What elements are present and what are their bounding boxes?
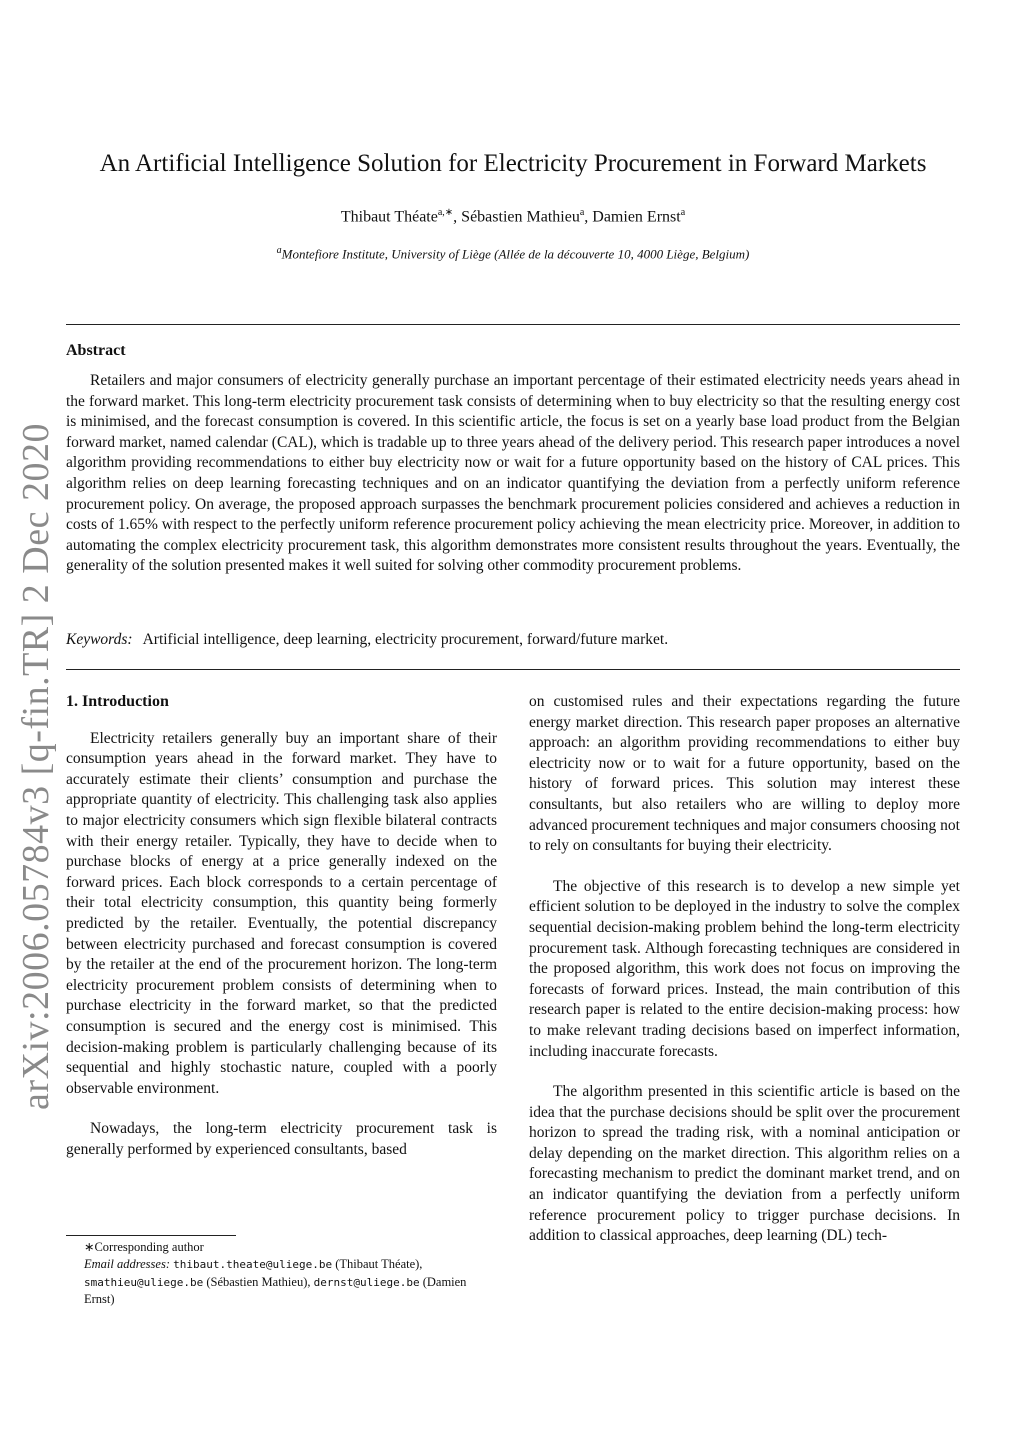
email-link[interactable]: thibaut.theate@uliege.be [173, 1258, 333, 1272]
author-name: Sébastien Mathieu [461, 208, 580, 226]
email-link[interactable]: dernst@uliege.be [313, 1275, 420, 1289]
email-owner: (Damien Ernst) [84, 1274, 467, 1307]
keywords-text: Artificial intelligence, deep learning, electricity procurement, forward/future market. [142, 631, 669, 648]
affiliation-marker: a [276, 245, 282, 256]
paper-title: An Artificial Intelligence Solution for Electricity Procurement in Forward Markets [99, 150, 927, 177]
email-addresses [66, 1256, 497, 1308]
author-affiliation-marker: a,∗ [437, 207, 454, 218]
intro-paragraph-3: The objective of this research is to develop a new simple yet efficient solution to be deployed in the industry to solve the complex sequential decision-making problem behind the long-term electricity procurement task. Although forecasting techniques are considered in the proposed algorithm, this work does not focus on improving the forecasts of forward prices. Instead, the main contribution of this research paper is related to the entire decision-making process: how to make relevant trading decisions based on imperfect information, including inaccurate forecasts. [529, 877, 960, 1060]
left-column [66, 692, 497, 1160]
arxiv-identifier: arXiv:2006.05784v3 [q-fin.TR] 2 Dec 2020 [15, 423, 57, 1110]
intro-paragraph-1: Electricity retailers generally buy an important share of their consumption years ahead in the forward market. They have to accurately estimate their clients’ consumption and purchase the appropriate quantity of electricity. This challenging task also applies to major electricity consumers which sign flexible bilateral contracts with their energy retailer. Typically, they have to decide when to purchase blocks of energy at a price generally indexed on the forward prices. Each block corresponds to a certain percentage of their total electricity consumption, this quantity being formerly predicted by the retailer. Eventually, the potential discrepancy between electricity purchased and forecast consumption is covered by the retailer at the end of the procurement horizon. The long-term electricity procurement problem consists of determining when to purchase electricity in the forward market, so that the predicted consumption is secured and the energy cost is minimised. This decision-making problem is particularly challenging because of its sequential and highly stochastic nature, coupled with a poorly observable environment. [66, 729, 497, 1097]
intro-paragraph-2: Nowadays, the long-term electricity procurement task is generally performed by experienced consultants, based [66, 1120, 497, 1158]
author-name: Thibaut Théate [340, 208, 438, 226]
footnote [66, 1239, 497, 1309]
email-link[interactable]: smathieu@uliege.be [84, 1275, 204, 1289]
abstract-heading: Abstract [66, 342, 126, 359]
intro-paragraph-4: The algorithm presented in this scientific article is based on the idea that the purchase decisions should be split over the procurement horizon to spread the trading risk, with a nominal anticipation or delay depending on the market direction. This algorithm relies on a forecasting mechanism to predict the dominant market trend, and on an indicator quantifying the deviation from a perfectly uniform reference procurement policy to trigger purchase decisions. In addition to classical approaches, deep learning (DL) tech- [529, 1083, 960, 1245]
section-heading-introduction: 1. Introduction [66, 693, 169, 710]
abstract-text: Retailers and major consumers of electricity generally purchase an important percentage of their estimated electricity needs years ahead in the forward market. This long-term electricity procurement task consists of determining when to buy electricity so that the resulting energy cost is minimised, and the forecast consumption is covered. In this scientific article, the focus is set on a yearly base load product from the Belgian forward market, named calendar (CAL), which is tradable up to three years ahead of the delivery period. This research paper introduces a novel algorithm providing recommendations to either buy electricity now or wait for a future opportunity based on the history of CAL prices. This algorithm relies on deep learning forecasting techniques and on an indicator quantifying the deviation from a perfectly uniform reference procurement policy. On average, the proposed approach surpasses the benchmark procurement policies considered and achieves a reduction in costs of 1.65% with respect to the perfectly uniform reference procurement policy achieving the mean electricity price. Moreover, in addition to automating the complex electricity procurement task, this algorithm demonstrates more consistent results throughout the years. Eventually, the generality of the solution presented makes it well suited for solving other commodity procurement problems. [66, 372, 960, 575]
intro-paragraph-2-continued: on customised rules and their expectations regarding the future energy market direction. This research paper proposes an alternative approach: an algorithm providing recommendations to either buy electricity now or to wait for a future opportunity, based on the history of forward prices. This solution may interest these consultants, but also retailers who are willing to deploy more advanced procurement techniques and major consumers choosing not to rely on consultants for buying their electricity. [529, 693, 960, 855]
corresponding-author-note: ∗Corresponding author [84, 1240, 204, 1254]
affiliation [66, 245, 960, 262]
abstract-bottom-rule [66, 669, 960, 670]
author-affiliation-marker: a [680, 207, 686, 218]
keywords [66, 631, 960, 649]
right-column [529, 692, 960, 1247]
keywords-label: Keywords: [66, 631, 133, 648]
author-name: Damien Ernst [592, 208, 681, 226]
email-owner: (Sébastien Mathieu), [206, 1274, 311, 1289]
email-label: Email addresses: [84, 1257, 170, 1272]
footnote-rule [66, 1235, 236, 1236]
affiliation-text: Montefiore Institute, University of Liège (Allée de la découverte 10, 4000 Liège, Belgium) [281, 246, 750, 262]
abstract-top-rule [66, 324, 960, 325]
author-list: Thibaut Théate$^{a,∗}$, Sébastien Mathieu$^a$, Damien Ernst$^a$ [340, 207, 686, 226]
email-owner: (Thibaut Théate), [335, 1257, 423, 1272]
author-affiliation-marker: a [579, 207, 585, 218]
